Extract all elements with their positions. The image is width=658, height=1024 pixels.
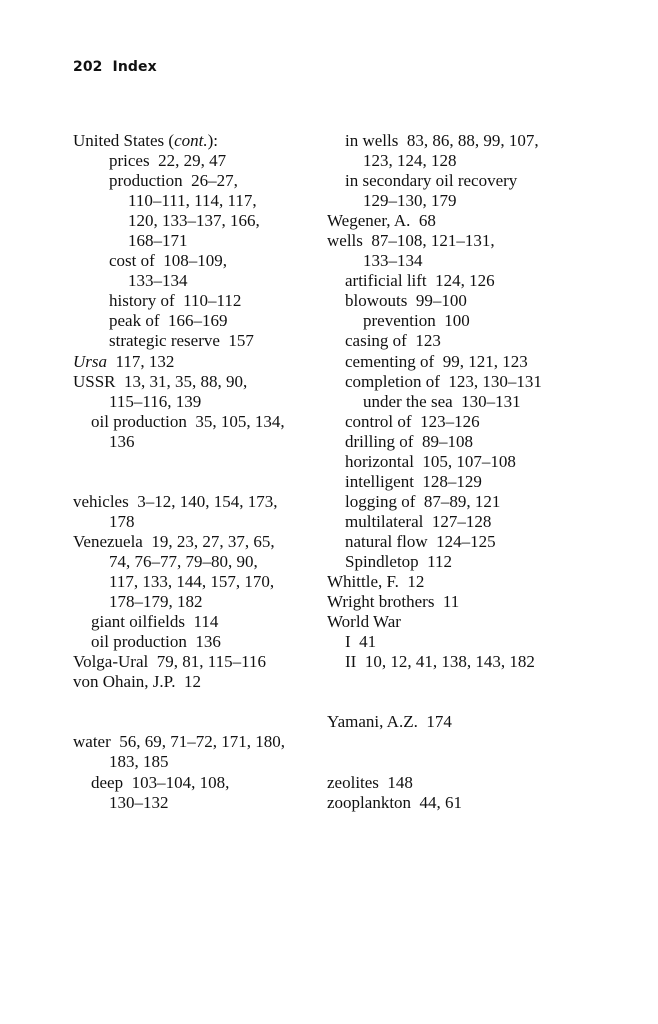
index-entry — [327, 773, 587, 793]
index-subentry — [327, 492, 587, 512]
entry-text: 74, 76–77, 79–80, 90, — [109, 551, 258, 571]
index-subentry — [327, 191, 587, 211]
index-entry — [73, 352, 323, 372]
entry-text: prices 22, 29, 47 — [109, 151, 227, 171]
entry-text: 115–116, 139 — [109, 391, 202, 411]
entry-text: in wells 83, 86, 88, 99, 107, — [345, 131, 539, 150]
index-entry — [327, 231, 587, 251]
index-entry — [327, 211, 587, 231]
index-subentry — [73, 171, 323, 191]
entry-text: peak of 166–169 — [109, 311, 228, 331]
index-subentry — [327, 271, 587, 291]
entry-text: deep 103–104, 108, — [91, 772, 230, 792]
index-entry — [327, 793, 587, 813]
entry-text: production 26–27, — [109, 171, 238, 191]
entry-text: I 41 — [345, 632, 377, 652]
index-subentry — [327, 452, 587, 472]
entry-text: under the sea 130–131 — [363, 391, 521, 411]
entry-text: logging of 87–89, 121 — [345, 491, 501, 511]
entry-text: Wright brothers 11 — [327, 592, 460, 612]
index-entry — [327, 712, 587, 732]
entry-text: in secondary oil recovery — [345, 171, 518, 191]
entry-text: oil production 35, 105, 134, — [91, 411, 285, 431]
index-subentry — [327, 372, 587, 392]
index-subentry — [73, 291, 323, 311]
entry-text: 117, 133, 144, 157, 170, — [109, 572, 275, 592]
index-subentry — [73, 392, 323, 412]
index-entry — [327, 612, 587, 632]
header-title: Index — [112, 59, 157, 75]
entry-text: intelligent 128–129 — [345, 471, 482, 491]
index-entry — [73, 131, 323, 151]
index-subentry — [73, 612, 323, 632]
index-subentry — [327, 251, 587, 271]
entry-text: giant oilfields 114 — [91, 612, 219, 632]
entry-text: USSR 13, 31, 35, 88, 90, — [73, 371, 248, 391]
entry-text: history of 110–112 — [109, 291, 242, 311]
index-subentry — [73, 572, 323, 592]
entry-text: Spindletop 112 — [345, 551, 453, 571]
index-subentry — [327, 131, 587, 151]
index-subentry — [73, 412, 323, 432]
entry-text: completion of 123, 130–131 — [345, 371, 542, 391]
entry-suffix: ): — [207, 131, 218, 150]
entry-text: 178 — [109, 511, 135, 531]
entry-text: casing of 123 — [345, 331, 441, 351]
letter-group-gap — [73, 712, 323, 732]
index-subentry — [73, 432, 323, 452]
index-subentry — [327, 151, 587, 171]
index-subentry — [73, 311, 323, 331]
entry-text: oil production 136 — [91, 632, 221, 652]
letter-group-gap — [73, 472, 323, 492]
index-subentry — [327, 512, 587, 532]
entry-text: cost of 108–109, — [109, 251, 228, 271]
entry-text: United States — [73, 131, 169, 150]
index-subentry — [73, 251, 323, 271]
index-subentry — [73, 211, 323, 231]
index-subentry — [327, 532, 587, 552]
entry-text: Wegener, A. 68 — [327, 211, 436, 231]
index-subentry — [73, 191, 323, 211]
entry-text: Volga-Ural 79, 81, 115–116 — [73, 652, 266, 672]
index-subentry — [73, 231, 323, 251]
entry-text: 120, 133–137, 166, — [128, 211, 260, 231]
letter-group-gap — [327, 752, 587, 772]
entry-text: artificial lift 124, 126 — [345, 271, 495, 291]
entry-text: drilling of 89–108 — [345, 431, 473, 451]
entry-text: 123, 124, 128 — [363, 151, 457, 171]
entry-text: water 56, 69, 71–72, 171, 180, — [73, 732, 286, 752]
entry-text: Yamani, A.Z. 174 — [327, 712, 452, 732]
index-subentry — [73, 552, 323, 572]
index-subentry — [327, 412, 587, 432]
index-entry — [73, 652, 323, 672]
entry-text: zooplankton 44, 61 — [327, 792, 463, 812]
index-entry — [73, 732, 323, 752]
index-subentry — [73, 632, 323, 652]
index-subentry — [73, 773, 323, 793]
entry-text: horizontal 105, 107–108 — [345, 451, 516, 471]
index-subentry — [73, 752, 323, 772]
entry-text: Venezuela 19, 23, 27, 37, 65, — [73, 531, 275, 551]
index-entry — [327, 592, 587, 612]
index-subentry — [327, 331, 587, 351]
letter-group-gap — [327, 732, 587, 752]
entry-text: Whittle, F. 12 — [327, 572, 425, 592]
index-subentry — [327, 291, 587, 311]
entry-italic-term: Ursa — [73, 351, 108, 371]
index-subentry — [73, 151, 323, 171]
index-subentry — [327, 432, 587, 452]
entry-text: von Ohain, J.P. 12 — [73, 672, 201, 692]
index-column-right — [327, 131, 587, 813]
entry-text: 117, 132 — [107, 351, 175, 371]
entry-text: cementing of 99, 121, 123 — [345, 351, 528, 371]
index-entry — [73, 372, 323, 392]
index-subentry — [327, 652, 587, 672]
entry-text: 183, 185 — [109, 752, 169, 772]
index-subentry — [327, 392, 587, 412]
entry-text: 130–132 — [109, 792, 169, 812]
index-subentry — [327, 552, 587, 572]
entry-text: control of 123–126 — [345, 411, 480, 431]
entry-text: strategic reserve 157 — [109, 331, 254, 351]
index-entry — [73, 492, 323, 512]
entry-text: 168–171 — [128, 231, 188, 251]
index-subentry — [73, 331, 323, 351]
index-subentry — [73, 271, 323, 291]
entry-text: 136 — [109, 431, 135, 451]
index-subentry — [327, 352, 587, 372]
letter-group-gap — [327, 672, 587, 692]
letter-group-gap — [73, 452, 323, 472]
index-subentry — [73, 793, 323, 813]
index-subentry — [327, 472, 587, 492]
paren: ( — [168, 131, 175, 150]
index-subentry — [327, 171, 587, 191]
index-entry — [73, 672, 323, 692]
letter-group-gap — [73, 692, 323, 712]
index-subentry — [73, 512, 323, 532]
entry-text: blowouts 99–100 — [345, 291, 467, 311]
entry-text: multilateral 127–128 — [345, 511, 492, 531]
index-subentry — [73, 592, 323, 612]
running-header — [73, 59, 157, 75]
entry-text: II 10, 12, 41, 138, 143, 182 — [345, 652, 535, 672]
entry-text: 133–134 — [363, 251, 423, 271]
entry-text: natural flow 124–125 — [345, 531, 496, 551]
entry-text: 129–130, 179 — [363, 191, 457, 211]
index-entry — [327, 572, 587, 592]
index-subentry — [327, 311, 587, 331]
page-number: 202 — [73, 59, 103, 75]
entry-text: 110–111, 114, 117, — [128, 191, 257, 211]
entry-text: wells 87–108, 121–131, — [327, 231, 495, 251]
index-column-left — [73, 131, 323, 813]
entry-text: prevention 100 — [363, 311, 470, 331]
entry-text: 178–179, 182 — [109, 592, 203, 612]
entry-text: vehicles 3–12, 140, 154, 173, — [73, 491, 278, 511]
letter-group-gap — [327, 692, 587, 712]
entry-text: zeolites 148 — [327, 772, 413, 792]
index-subentry — [327, 632, 587, 652]
entry-text: 133–134 — [128, 271, 188, 291]
index-entry — [73, 532, 323, 552]
entry-italic-abbrev: cont. — [174, 131, 208, 150]
entry-text: World War — [327, 612, 401, 632]
